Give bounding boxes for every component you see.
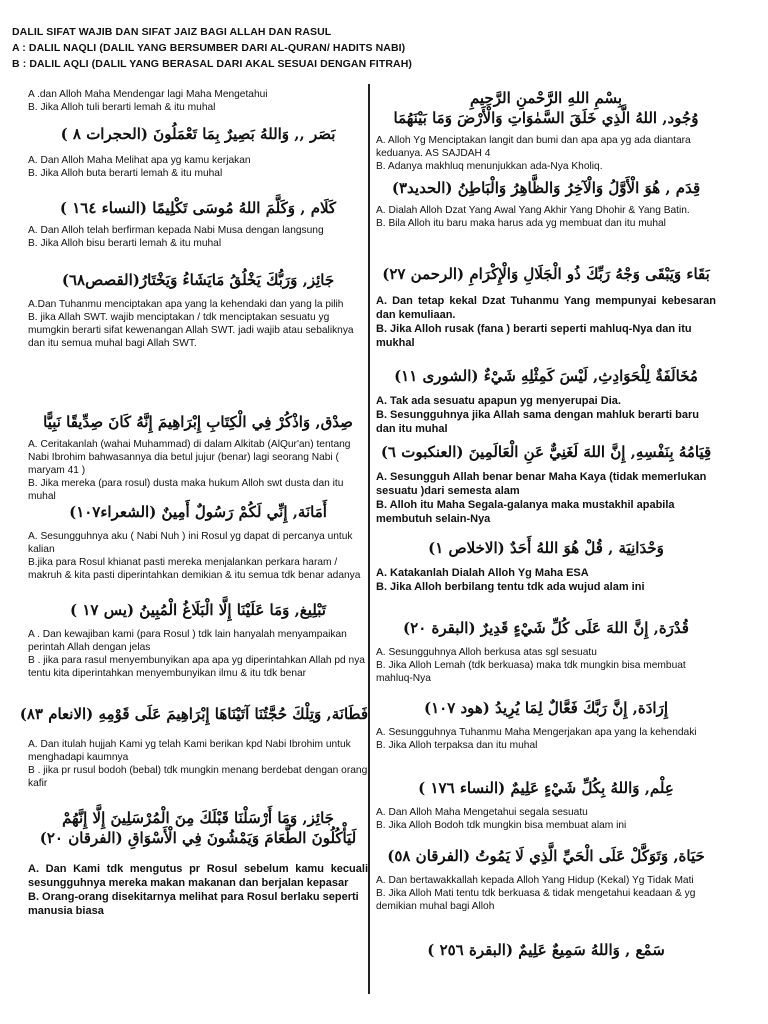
aqli-text: B. Jika Alloh tuli berarti lemah & itu muhal [28, 102, 216, 113]
aqli-text: B. Jika Alloh berbilang tentu tdk ada wujud alam ini [376, 581, 645, 593]
arabic-verse: قِيَامُهُ بِنَفْسِهِ, إِنَّ اللهَ لَغَنِيٌّ عَنِ الْعَالَمِينَ (العنكبوت ٦) [380, 443, 712, 461]
section-iradah [376, 698, 716, 752]
naqli-text: A.Dan Tuhanmu menciptakan apa yang la kehendaki dan yang la pilih [28, 299, 344, 310]
section-shidq [28, 412, 368, 503]
section-hayah [376, 846, 716, 913]
naqli-text: A. Dan itulah hujjah Kami yg telah Kami berikan kpd Nabi Ibrohim untuk menghadapi kaumnya [28, 739, 351, 763]
section-qidam [376, 178, 716, 230]
naqli-text: A. Dan Alloh Maha Melihat apa yg kamu kerjakan [28, 155, 251, 166]
arabic-verse: تَبْلِيغ, وَمَا عَلَيْنَا إِلَّا الْبَلَاغُ الْمُبِينُ (يس ١٧ ) [70, 601, 326, 619]
naqli-text: A. Dan Alloh Maha Mengetahui segala sesuatu [376, 807, 588, 818]
naqli-text: A. Katakanlah Dialah Alloh Yg Maha ESA [376, 567, 589, 579]
naqli-text: A .dan Alloh Maha Mendengar lagi Maha Mengetahui [28, 89, 268, 100]
aqli-text: B. Sesungguhnya jika Allah sama dengan mahluk berarti baru dan itu muhal [376, 409, 699, 435]
naqli-text: A . Dan kewajiban kami (para Rosul ) tdk lain hanyalah menyampaikan perintah Allah dengan jelas [28, 629, 347, 653]
section-ilm [376, 778, 716, 832]
aqli-text: B. Jika Alloh bisu berarti lemah & itu muhal [28, 238, 222, 249]
arabic-verse: عِلْم, وَاللهُ بِكُلِّ شَيْءٍ عَلِيمٌ (النساء ١٧٦ ) [418, 779, 674, 797]
arabic-verse: جَائِز, وَمَا أَرْسَلْنَا قَبْلَكَ مِنَ الْمُرْسَلِينَ إِلَّا إِنَّهُمْ [62, 809, 334, 827]
aqli-text: B. Adanya makhluq menunjukkan ada-Nya Kholiq. [376, 161, 603, 172]
arabic-verse: كَلَام , وَكَلَّمَ اللهُ مُوسَى تَكْلِيمًا (النساء ١٦٤ ) [59, 199, 337, 217]
aqli-text: B. Bila Alloh itu baru maka harus ada yg membuat dan itu muhal [376, 218, 666, 229]
arabic-verse: جَائِز, وَرَبُّكَ يَخْلُقُ مَايَشَاءُ وَيَخْتَارُ(القصص٦٨) [61, 271, 335, 289]
naqli-text: A. Dan bertawakkallah kepada Alloh Yang Hidup (Kekal) Yg Tidak Mati [376, 875, 694, 886]
arabic-verse: مُخَالَفَةٌ لِلْحَوَادِثِ, لَيْسَ كَمِثْلِهِ شَيْءٌ (الشورى ١١) [394, 367, 698, 385]
section-amanah [28, 502, 368, 582]
arabic-verse: أَمَانَة, إِنِّي لَكُمْ رَسُولٌ أَمِينٌ (الشعراء١٠٧) [69, 503, 327, 521]
section-jaiz-rasul [28, 808, 368, 918]
aqli-text: B. Jika Alloh buta berarti lemah & itu muhal [28, 168, 223, 179]
naqli-text: A. Tak ada sesuatu apapun yg menyerupai Dia. [376, 395, 621, 407]
section-bashar [28, 124, 368, 180]
aqli-text: B. Jika mereka (para rosul) dusta maka hukum Alloh swt dusta dan itu muhal [28, 478, 344, 502]
naqli-text: A. Sesungguh Allah benar benar Maha Kaya (tidak memerlukan sesuatu )dari semesta alam [376, 471, 707, 497]
basmalah: بِسْمِ اللهِ الرَّحْمنِ الرَّحِيمِ [469, 89, 623, 107]
arabic-verse: صِدْق, وَاذْكُرْ فِي الْكِتَابِ إِبْرَاهِيمَ إِنَّهُ كَانَ صِدِّيقًا نَبِيًّا [43, 413, 353, 431]
arabic-verse: إِرَادَة, إِنَّ رَبَّكَ فَعَّالٌ لِمَا يُرِيدُ (هود ١٠٧) [423, 699, 669, 717]
naqli-text: A. Sesungguhnya aku ( Nabi Nuh ) ini Rosul yg dapat di percanya untuk kalian [28, 531, 353, 555]
naqli-text: A. Dan tetap kekal Dzat Tuhanmu Yang mempunyai kebesaran dan kemuliaan. [376, 295, 716, 321]
section-sama-right [376, 940, 716, 960]
arabic-verse-continued: لَيَأْكُلُونَ الطَّعَامَ وَيَمْشُونَ فِي الْأَسْوَاقِ (الفرقان ٢٠) [39, 829, 357, 847]
arabic-verse: وُجُود, اللهُ الَّذِي خَلَقَ السَّمٰوَاتِ وَالْأَرْضَ وَمَا بَيْنَهُمَا [393, 109, 699, 127]
aqli-text: B. Jika Alloh Bodoh tdk mungkin bisa membuat alam ini [376, 820, 627, 831]
section-sama [28, 88, 368, 114]
arabic-verse: قِدَم , هُوَ الْأَوَّلُ وَالْآخِرُ وَالظَّاهِرُ وَالْبَاطِنُ (الحديد٣) [391, 179, 701, 197]
section-qiyamuhu [376, 442, 716, 526]
header-line-a: A : DALIL NAQLI (DALIL YANG BERSUMBER DARI AL-QURAN/ HADITS NABI) [12, 42, 406, 54]
section-wujud [376, 88, 716, 173]
section-jaiz [28, 270, 368, 350]
document-header [12, 24, 756, 72]
arabic-verse: فَطَانَة, وَتِلْكَ حُجَّتُنَا آتَيْنَاهَا إِبْرَاهِيمَ عَلَى قَوْمِهِ (الانعام ٨٣) [19, 705, 368, 723]
naqli-text: A. Alloh Yg Menciptakan langit dan bumi dan apa apa yg ada diantara keduanya. AS SAJDAH 4 [376, 135, 691, 159]
section-qudrah [376, 618, 716, 685]
aqli-text: B. Orang-orang disekitarnya melihat para Rosul berlaku seperti manusia biasa [28, 891, 359, 917]
aqli-text: B.jika para Rosul khianat pasti mereka menjalankan perkara haram / makruh & kita pasti diperintahkan demikian & itu semua tdk benar adanya [28, 557, 361, 581]
naqli-text: A. Ceritakanlah (wahai Muhammad) di dalam Alkitab (AlQur'an) tentang Nabi Ibrohim bahwasannya dia betul jujur (benar) lagi seorang Nabi ( maryam 41 ) [28, 439, 351, 476]
column-divider [368, 84, 370, 994]
header-title: DALIL SIFAT WAJIB DAN SIFAT JAIZ BAGI ALLAH DAN RASUL [12, 26, 332, 38]
naqli-text: A. Dialah Alloh Dzat Yang Awal Yang Akhir Yang Dhohir & Yang Batin. [376, 205, 690, 216]
arabic-verse: وَحْدَانِيَة , قُلْ هُوَ اللهُ أَحَدٌ (الاخلاص ١) [428, 539, 664, 557]
header-line-b: B : DALIL AQLI (DALIL YANG BERASAL DARI AKAL SESUAI DENGAN FITRAH) [12, 58, 412, 70]
section-fathanah [19, 704, 368, 790]
arabic-verse: قُدْرَة, إِنَّ اللهَ عَلَى كُلِّ شَيْءٍ قَدِيرٌ (البقرة ٢٠) [403, 619, 689, 637]
arabic-verse: حَيَاة, وَتَوَكَّلْ عَلَى الْحَيِّ الَّذِي لَا يَمُوتُ (الفرقان ٥٨) [387, 847, 705, 865]
naqli-text: A. Dan Kami tdk mengutus pr Rosul sebelum kamu kecuali sesungguhnya mereka makan makanan dan berjalan kepasar [28, 863, 368, 889]
aqli-text: B. Jika Alloh Mati tentu tdk berkuasa & tidak mengetahui keadaan & yg demikian muhal bagi Alloh [376, 888, 696, 912]
aqli-text: B. Jika Alloh rusak (fana ) berarti seperti mahluq-Nya dan itu mukhal [376, 323, 692, 349]
section-kalam [28, 198, 368, 250]
arabic-verse: سَمْع , وَاللهُ سَمِيعٌ عَلِيمٌ (البقرة ٢٥٦ ) [427, 941, 665, 959]
section-tabligh [28, 600, 368, 680]
aqli-text: B. jika Allah SWT. wajib menciptakan / tdk menciptakan sesuatu yg mumgkin berarti sifat kewenangan Allah SWT. jadi wajib atau sebaliknya dan itu semua muhal bagi Allah SWT. [28, 312, 354, 349]
aqli-text: B. Alloh itu Maha Segala-galanya maka mustakhil apabila membutuh selain-Nya [376, 499, 675, 525]
naqli-text: A. Dan Alloh telah berfirman kepada Nabi Musa dengan langsung [28, 225, 324, 236]
aqli-text: B . jika para rasul menyembunyikan apa apa yg diperintahkan Allah pd nya tentu kita diperintahkan menyembunyikan ilmu & itu tdk benar [28, 655, 365, 679]
aqli-text: B . jika pr rusul bodoh (bebal) tdk mungkin menang berdebat dengan orang kafir [28, 765, 368, 789]
section-wahdaniyah [376, 538, 716, 594]
aqli-text: B. Jika Alloh Lemah (tdk berkuasa) maka tdk mungkin bisa membuat mahluq-Nya [376, 660, 686, 684]
section-mukhalafah [376, 366, 716, 436]
aqli-text: B. Jika Alloh terpaksa dan itu muhal [376, 740, 538, 751]
arabic-verse: بَصَر ,, وَاللهُ بَصِيرٌ بِمَا تَعْمَلُونَ (الحجرات ٨ ) [60, 125, 336, 143]
section-baqa [376, 264, 716, 350]
arabic-verse: بَقَاء وَيَبْقَى وَجْهُ رَبِّكَ ذُو الْجَلَالِ وَالْإِكْرَامِ (الرحمن ٢٧) [382, 265, 710, 283]
naqli-text: A. Sesungguhnya Alloh berkusa atas sgl sesuatu [376, 647, 597, 658]
naqli-text: A. Sesungguhnya Tuhanmu Maha Mengerjakan apa yang la kehendaki [376, 727, 697, 738]
